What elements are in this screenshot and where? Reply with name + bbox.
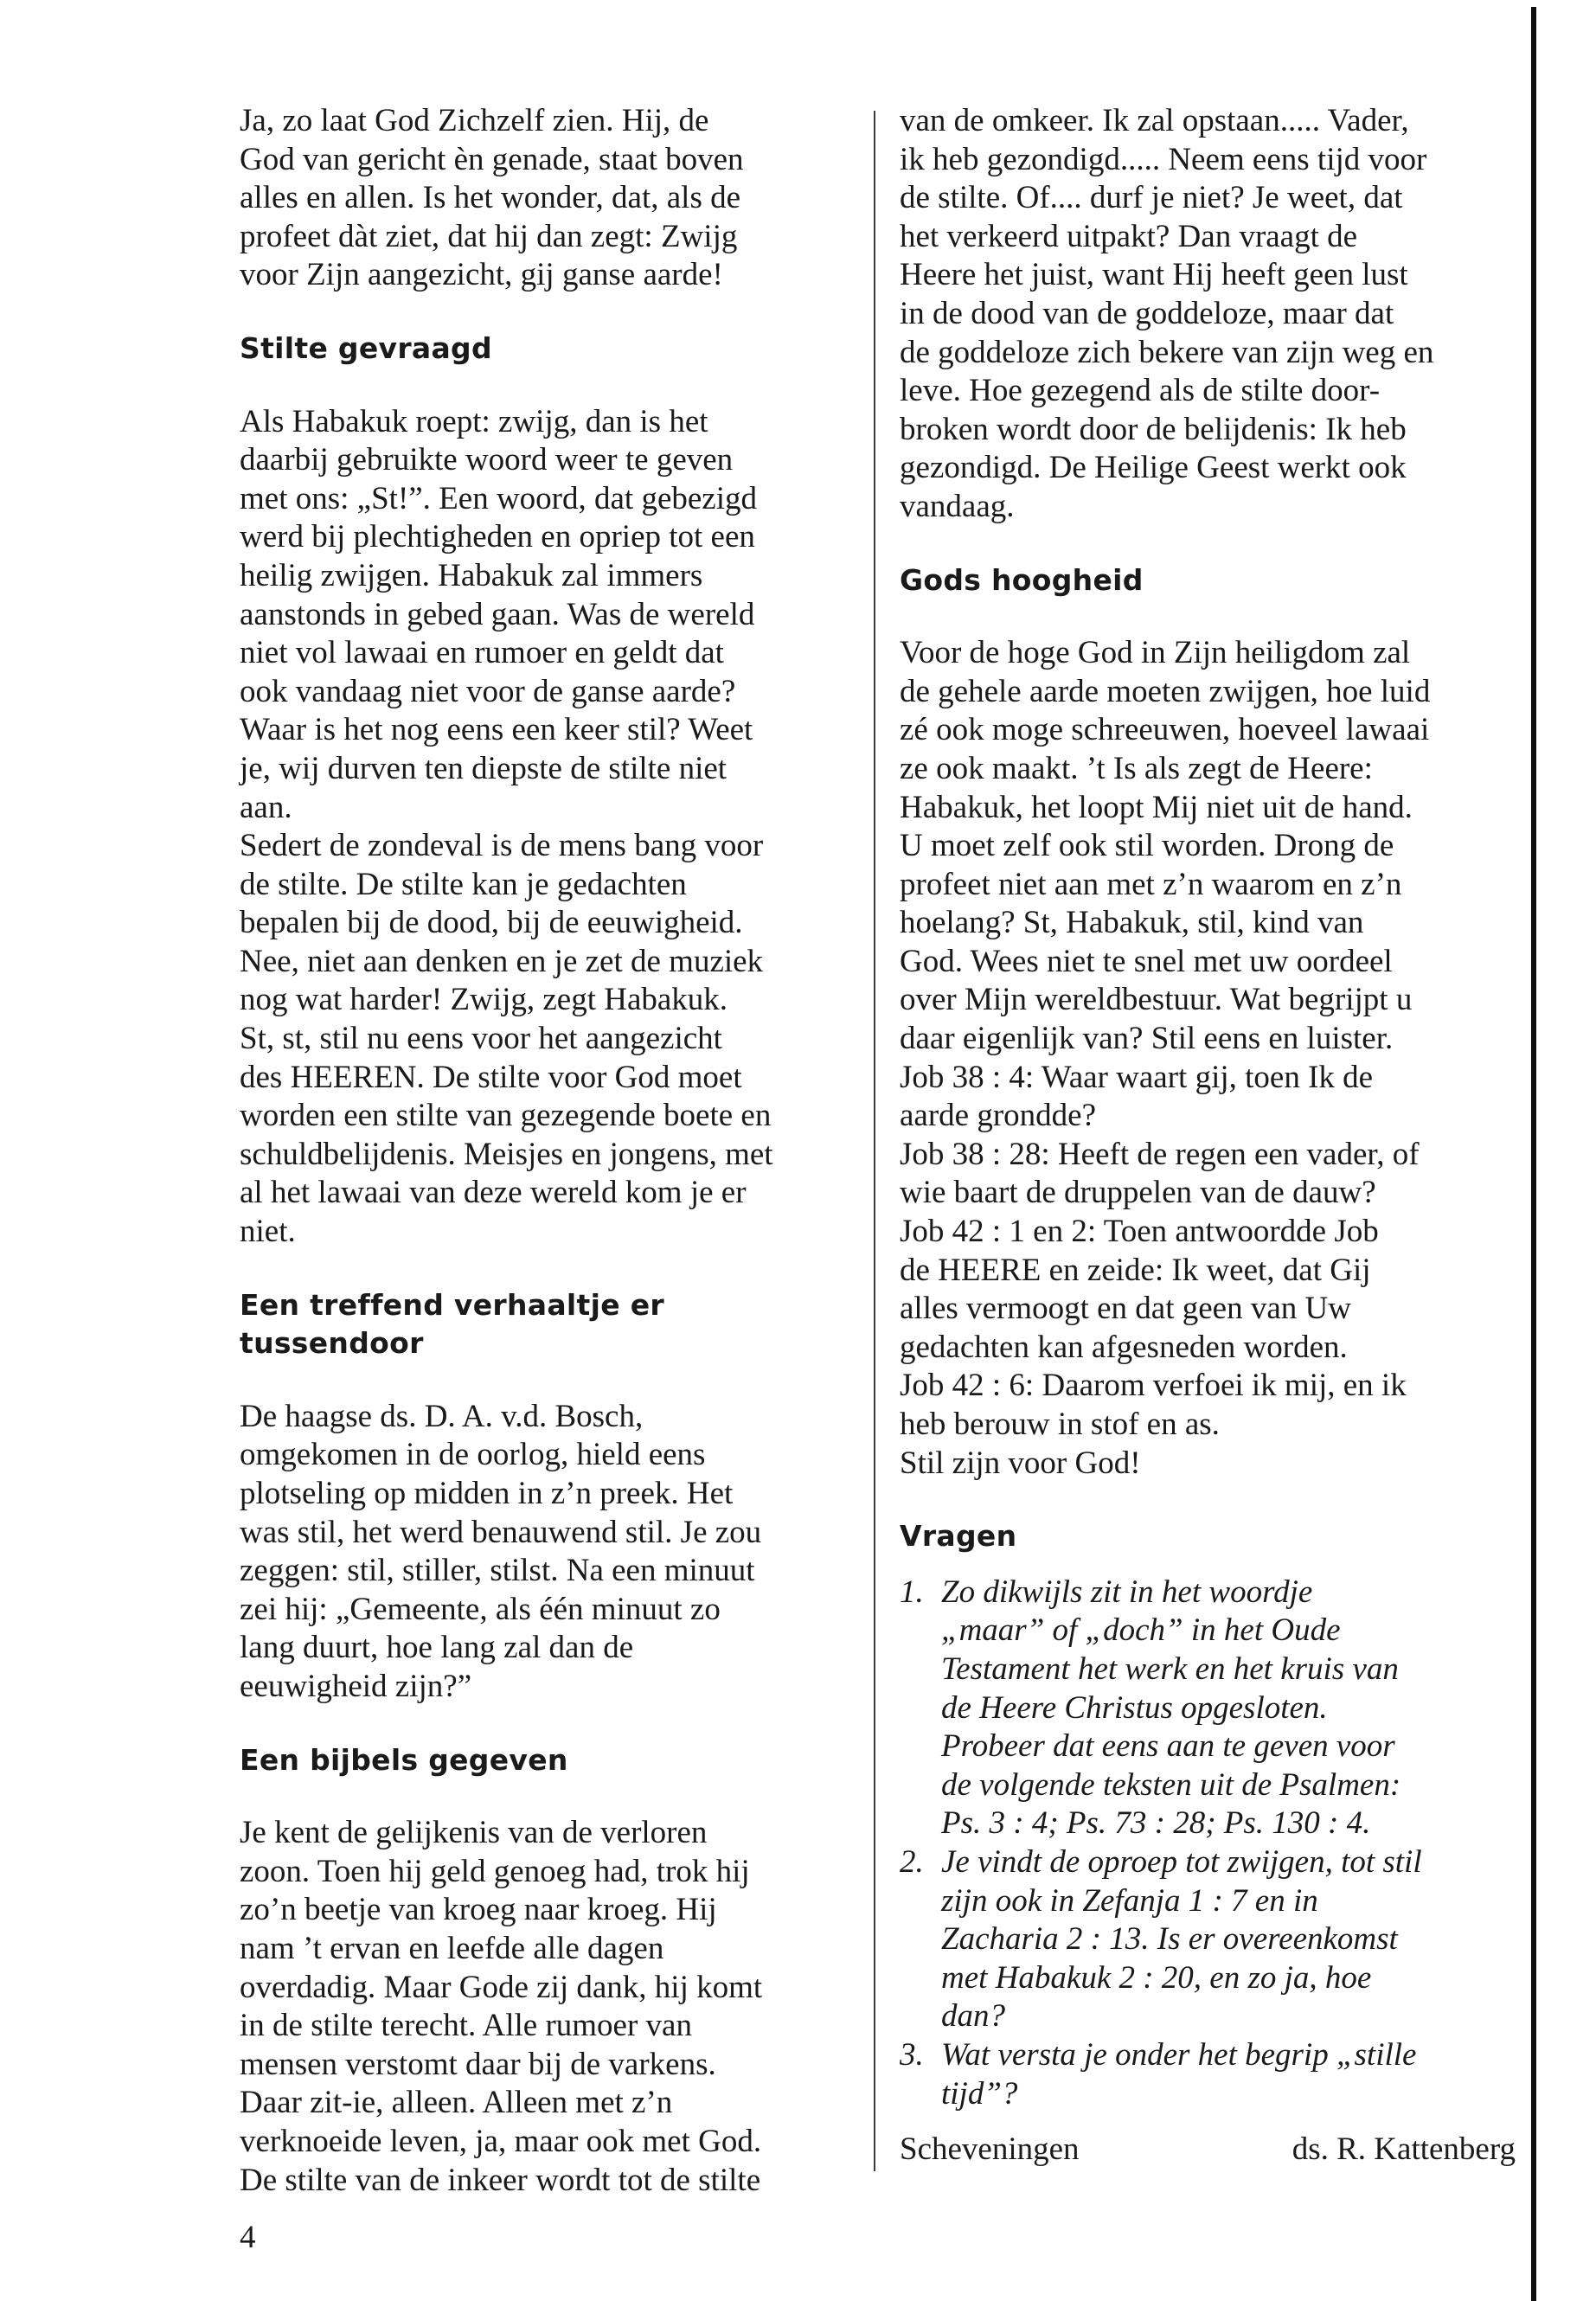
heading-bijbels-gegeven: Een bijbels gegeven [240,1742,568,1777]
right-column [900,102,1516,2170]
question-item [900,1574,1516,1843]
question-item [900,2036,1516,2113]
question-text: Zo dikwijls zit in het woordje „maar” of „doch” in het Oude Testament het werk en het kruis van de Heere Christus opgesloten. Probeer dat eens aan te geven voor de volgende teksten uit de Psalmen: Ps. 3 : 4; Ps. 73 : 28; Ps. 130 : 4. [941,1574,1401,1842]
paragraph-verhaaltje: De haagse ds. D. A. v.d. Bosch, omgekomen in de oorlog, hield eens plotseling op midden in z’n preek. Het was stil, het werd benauwend stil. Je zou zeggen: stil, stiller, stilst. Na een minuut zei hij: „Gemeente, als één minuut zo lang duurt, hoe lang zal dan de eeuwigheid zijn?” [240,1398,762,1704]
paragraph-bijbels: Je kent de gelijkenis van de verloren zoon. Toen hij geld genoeg had, trok hij zo’n beetje van kroeg naar kroeg. Hij nam ’t ervan en leefde alle dagen overdadig. Maar Gode zij dank, hij komt in de stilte terecht. Alle rumoer van mensen verstomt daar bij de varkens. Daar zit-ie, alleen. Alleen met z’n verknoeide leven, ja, maar ook met God. De stilte van de inkeer wordt tot de stilte [240,1815,763,2198]
paragraph-omkeer: van de omkeer. Ik zal opstaan..... Vader, ik heb gezondigd..... Neem eens tijd voor de stilte. Of.... durf je niet? Je weet, dat het verkeerd uitpakt? Dan vraagt de Heere het juist, want Hij heeft geen lust in de dood van de goddeloze, maar dat de goddeloze zich bekere van zijn weg en leve. Hoe gezegend als de stilte door- broken wordt door de belijdenis: Ik heb gezondigd. De Heilige Geest werkt ook vandaag. [900,103,1434,524]
questions-list [900,1574,1516,2113]
heading-stilte-gevraagd: Stilte gevraagd [240,330,492,365]
heading-gods-hoogheid: Gods hoogheid [900,562,1144,597]
paragraph-stilte: Als Habakuk roept: zwijg, dan is het daarbij gebruikte woord weer te geven met ons: „St!”. Een woord, dat gebezigd werd bij plechtigheden en opriep tot een heilig zwijgen. Habakuk zal immers aanstonds in gebed gaan. Was de wereld niet vol lawaai en rumoer en geldt dat ook vandaag niet voor de ganse aarde? Waar is het nog eens een keer stil? Weet je, wij durven ten diepste de stilte niet aan. Sedert de zondeval is de mens bang voor de stilte. De stilte kan je gedachten bepalen bij de dood, bij de eeuwigheid. Nee, niet aan denken en je zet de muziek nog wat harder! Zwijg, zegt Habakuk. St, st, stil nu eens voor het aangezicht des HEEREN. De stilte voor God moet worden een stilte van gezegende boete en schuldbelijdenis. Meisjes en jongens, met al het lawaai van deze wereld kom je er niet. [240,403,773,1250]
question-number: 1. [900,1574,924,1610]
page-edge-bar [1531,7,1536,2301]
heading-vragen: Vragen [900,1519,1017,1554]
intro-paragraph: Ja, zo laat God Zichzelf zien. Hij, de God van gericht èn genade, staat boven alles en allen. Is het wonder, dat, als de profeet dàt ziet, dat hij dan zegt: Zwijg voor Zijn aangezicht, gij ganse aarde! [240,103,744,293]
page-number: 4 [240,2220,256,2255]
question-item [900,1843,1516,2036]
signature-row [900,2131,1516,2170]
left-column [240,102,856,2200]
heading-treffend-verhaaltje: Een treffend verhaaltje er tussendoor [240,1287,664,1361]
question-text: Je vindt de oproep tot zwijgen, tot stil zijn ook in Zefanja 1 : 7 en in Zacharia 2 : 13. Is er overeenkomst met Habakuk 2 : 20, en zo ja, hoe dan? [941,1843,1422,2035]
signature-author: ds. R. Kattenberg [1292,2131,1516,2168]
question-number: 2. [900,1843,924,1880]
paragraph-hoogheid: Voor de hoge God in Zijn heiligdom zal de gehele aarde moeten zwijgen, hoe luid zé ook moge schreeuwen, hoeveel lawaai ze ook maakt. ’t Is als zegt de Heere: Habakuk, het loopt Mij niet uit de hand. U moet zelf ook stil worden. Drong de profeet niet aan met z’n waarom en z’n hoelang? St, Habakuk, stil, kind van God. Wees niet te snel met uw oordeel over Mijn wereldbestuur. Wat begrijpt u daar eigenlijk van? Stil eens en luister. Job 38 : 4: Waar waart gij, toen Ik de aarde grondde? Job 38 : 28: Heeft de regen een vader, of wie baart de druppelen van de dauw? Job 42 : 1 en 2: Toen antwoordde Job de HEERE en zeide: Ik weet, dat Gij alles vermoogt en dat geen van Uw gedachten kan afgesneden worden. Job 42 : 6: Daarom verfoei ik mij, en ik heb berouw in stof en as. Stil zijn voor God! [900,635,1431,1481]
question-number: 3. [900,2036,924,2073]
column-divider [874,111,875,2171]
signature-place: Scheveningen [900,2131,1080,2168]
question-text: Wat versta je onder het begrip „stille tijd”? [941,2036,1417,2112]
